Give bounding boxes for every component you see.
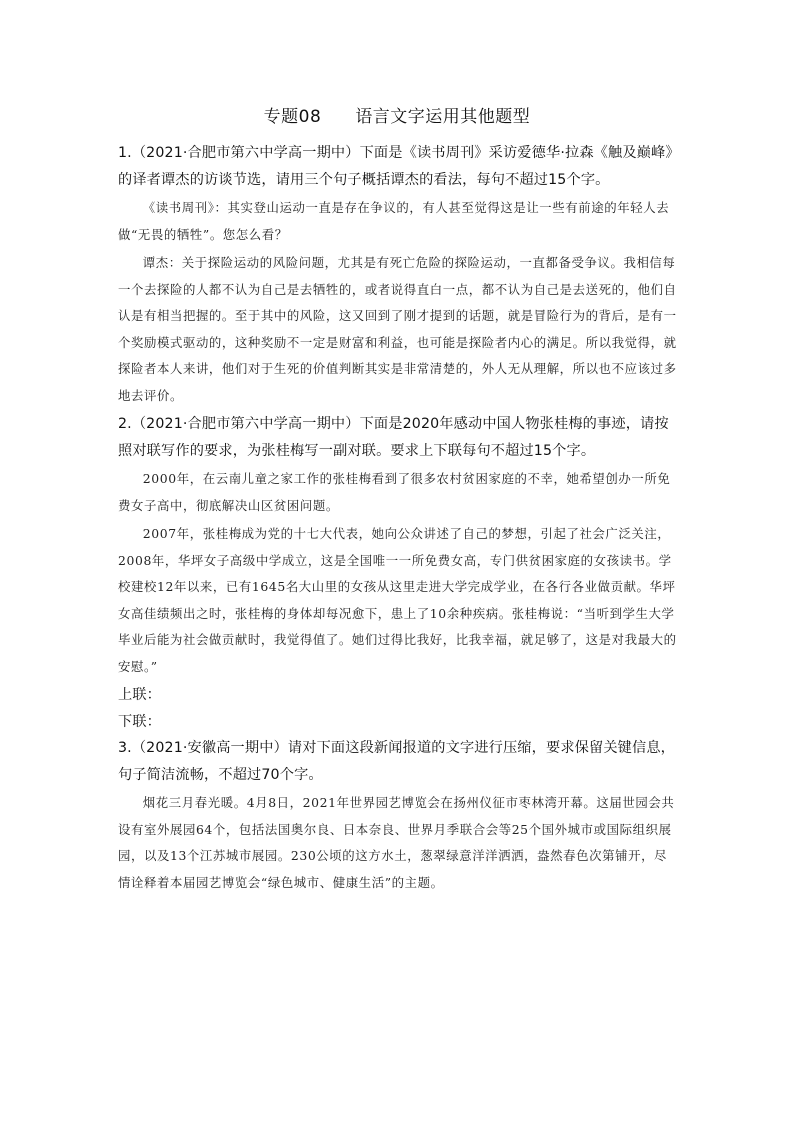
question-1-passage-paragraph: 《读书周刊》：其实登山运动一直是存在争议的，有人甚至觉得这是让一些有前途的年轻人去做“无畏的牺牲”。您怎么看？ — [118, 200, 670, 242]
question-2-prompt: 2.（2021·合肥市第六中学高一期中）下面是2020年感动中国人物张桂梅的事迹，请按照对联写作的要求，为张桂梅写一副对联。要求上下联每句不超过15个字。 — [118, 416, 669, 459]
question-2-passage-paragraph: 2000年，在云南儿童之家工作的张桂梅看到了很多农村贫困家庭的不幸，她希望创办一所免费女子高中，彻底解决山区贫困问题。 — [118, 471, 671, 513]
answer-lower-couplet-label: 下联： — [118, 713, 162, 730]
question-3-prompt: 3.（2021·安徽高一期中）请对下面这段新闻报道的文字进行压缩，要求保留关键信息，句子简洁流畅，不超过70个字。 — [118, 740, 676, 783]
title-topic-number: 专题08 — [263, 107, 322, 127]
title-topic-name: 语言文字运用其他题型 — [355, 107, 531, 127]
answer-upper-couplet-label: 上联： — [118, 687, 162, 703]
question-1-passage-paragraph: 谭杰：关于探险运动的风险问题，尤其是有死亡危险的探险运动，一直都备受争议。我相信每一个去探险的人都不认为自己是去牺牲的，或者说得直白一点，都不认为自己是去送死的，他们自认是有相当把握的。至于其中的风险，这又回到了刚才提到的话题，就是冒险行为的背后，是有一个奖励模式驱动的，这种奖励不一定是财富和利益，也可能是探险者内心的满足。所以我觉得，就探险者本人来讲，他们对于生死的价值判断其实是非常清楚的，外人无从理解，所以也不应该过多地去评价。 — [118, 255, 677, 403]
question-1-prompt: 1.（2021·合肥市第六中学高一期中）下面是《读书周刊》采访爱德华·拉森《触及巅峰》的译者谭杰的访谈节选，请用三个句子概括谭杰的看法，每句不超过15个字。 — [118, 145, 680, 188]
page-title — [0, 104, 794, 130]
document-body — [118, 140, 680, 896]
question-3-passage-paragraph: 烟花三月春光暖。4月8日，2021年世界园艺博览会在扬州仪征市枣林湾开幕。这届世园会共设有室外展园64个，包括法国奥尔良、日本奈良、世界月季联合会等25个国外城市或国际组织展园，以及13个江苏城市展园。230公顷的这方水土，葱翠绿意洋洋洒洒，盎然春色次第铺开，尽情诠释着本届园艺博览会“绿色城市、健康生活”的主题。 — [118, 795, 675, 890]
question-2-passage-paragraph: 2007年，张桂梅成为党的十七大代表，她向公众讲述了自己的梦想，引起了社会广泛关注，2008年，华坪女子高级中学成立，这是全国唯一一所免费女高，专门供贫困家庭的女孩读书。学校建校12年以来，已有1645名大山里的女孩从这里走进大学完成学业，在各行各业做贡献。华坪女高佳绩频出之时，张桂梅的身体却每况愈下，患上了10余种疾病。张桂梅说：“当听到学生大学毕业后能为社会做贡献时，我觉得值了。她们过得比我好，比我幸福，就足够了，这是对我最大的安慰。” — [118, 526, 677, 674]
